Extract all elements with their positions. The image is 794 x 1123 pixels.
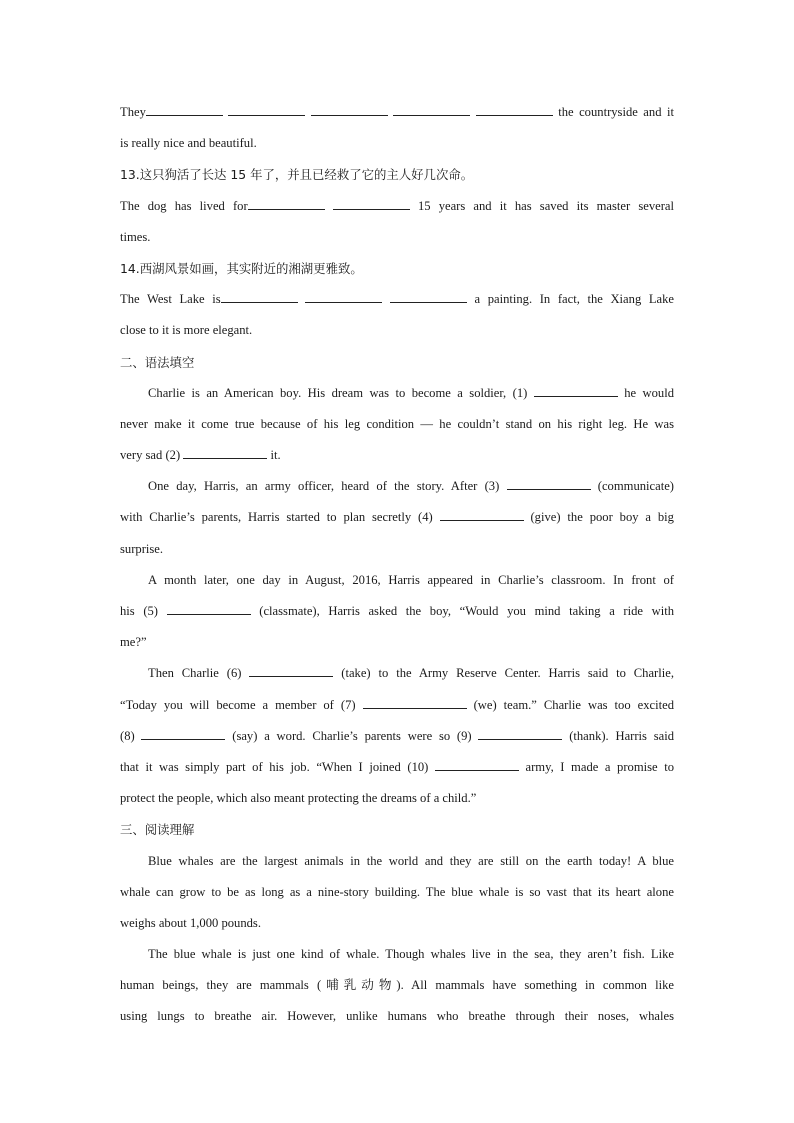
text: Then Charlie (6) [148,666,242,681]
text: the countryside and it [558,105,674,119]
s2-p1-line-1 [120,378,674,409]
blank-5[interactable] [167,601,251,615]
blank-9[interactable] [478,726,562,740]
text: he would [624,385,674,400]
blank-7[interactable] [363,695,467,709]
text: (give) the poor boy a big [530,510,674,525]
s3-p2-line-2: human beings, they are mammals (哺乳动物). All mammals have something in common like [120,978,674,993]
answer-blank[interactable] [146,102,223,116]
answer-blank[interactable] [333,196,410,210]
text: that it was simply part of his job. “When I joined (10) [120,759,429,774]
text: 15 years and it has saved its master several [417,198,674,213]
blank-2[interactable] [183,445,267,459]
answer-blank[interactable] [311,102,388,116]
s2-p1-line-3 [120,440,674,471]
text: The West Lake is [120,292,221,307]
q12-line-1 [120,97,674,128]
answer-blank[interactable] [393,102,470,116]
s3-p1-line-1: Blue whales are the largest animals in the world and they are still on the earth today! A blue [148,853,674,868]
q12-line-2: is really nice and beautiful. [120,136,257,151]
text: (communicate) [597,479,674,494]
blank-8[interactable] [141,726,225,740]
text: Charlie is an American boy. His dream was to become a soldier, (1) [148,385,528,400]
s3-p2-line-1: The blue whale is just one kind of whale. Though whales live in the sea, they aren’t fish. Like [148,947,674,962]
text: (we) team.” Charlie was too excited [473,697,674,712]
text: with Charlie’s parents, Harris started to plan secretly (4) [120,510,433,525]
s2-p2-line-1 [120,471,674,502]
answer-blank[interactable] [221,289,298,303]
s2-p3-line-2 [120,596,674,627]
s2-p4-line-1 [120,658,674,689]
blank-3[interactable] [507,476,591,490]
s2-p3-line-3: me?” [120,635,147,650]
section-2-heading: 二、语法填空 [120,354,195,370]
text: (classmate), Harris asked the boy, “Would you mind taking a ride with [259,604,674,618]
s3-p2-line-3: using lungs to breathe air. However, unlike humans who breathe through their noses, whales [120,1009,674,1024]
q14-line-1 [120,284,674,315]
text: (say) a word. Charlie’s parents were so (9) [232,728,472,743]
s3-p1-line-2: whale can grow to be as long as a nine-story building. The blue whale is so vast that its heart alone [120,884,674,899]
answer-blank[interactable] [248,196,325,210]
answer-blank[interactable] [390,289,467,303]
s2-p4-line-3 [120,721,674,752]
text: They [120,105,146,119]
answer-blank[interactable] [476,102,553,116]
text: The dog has lived for [120,198,248,213]
s2-p4-line-2 [120,690,674,721]
text: “Today you will become a member of (7) [120,697,356,712]
s2-p4-line-4 [120,752,674,783]
q14-line-2: close to it is more elegant. [120,323,253,338]
blank-4[interactable] [440,507,524,521]
text: One day, Harris, an army officer, heard of the story. After (3) [148,479,500,494]
answer-blank[interactable] [228,102,305,116]
s2-p4-line-5: protect the people, which also meant protecting the dreams of a child.” [120,791,477,806]
text: army, I made a promise to [525,759,674,774]
answer-blank[interactable] [305,289,382,303]
q14-chinese-prompt: 14.西湖风景如画，其实附近的湘湖更雅致。 [120,260,363,276]
text: (8) [120,728,135,743]
q13-line-2: times. [120,229,151,244]
s3-p1-line-3: weighs about 1,000 pounds. [120,915,261,930]
text: (thank). Harris said [569,728,674,743]
blank-1[interactable] [534,383,618,397]
text: a painting. In fact, the Xiang Lake [474,292,674,307]
text: his (5) [120,604,159,618]
blank-6[interactable] [249,663,333,677]
blank-10[interactable] [435,757,519,771]
s2-p2-line-2 [120,502,674,533]
s2-p3-line-1: A month later, one day in August, 2016, Harris appeared in Charlie’s classroom. In front of [148,572,674,587]
s2-p1-line-2: never make it come true because of his leg condition — he couldn’t stand on his right leg. He was [120,416,674,431]
q13-line-1 [120,191,674,222]
text: (take) to the Army Reserve Center. Harris said to Charlie, [341,666,674,681]
s2-p2-line-3: surprise. [120,541,164,556]
document-page [120,97,674,1033]
q13-chinese-prompt: 13.这只狗活了长达 15 年了，并且已经救了它的主人好几次命。 [120,167,474,183]
text: it. [270,448,281,463]
section-3-heading: 三、阅读理解 [120,822,195,838]
text: very sad (2) [120,448,181,463]
